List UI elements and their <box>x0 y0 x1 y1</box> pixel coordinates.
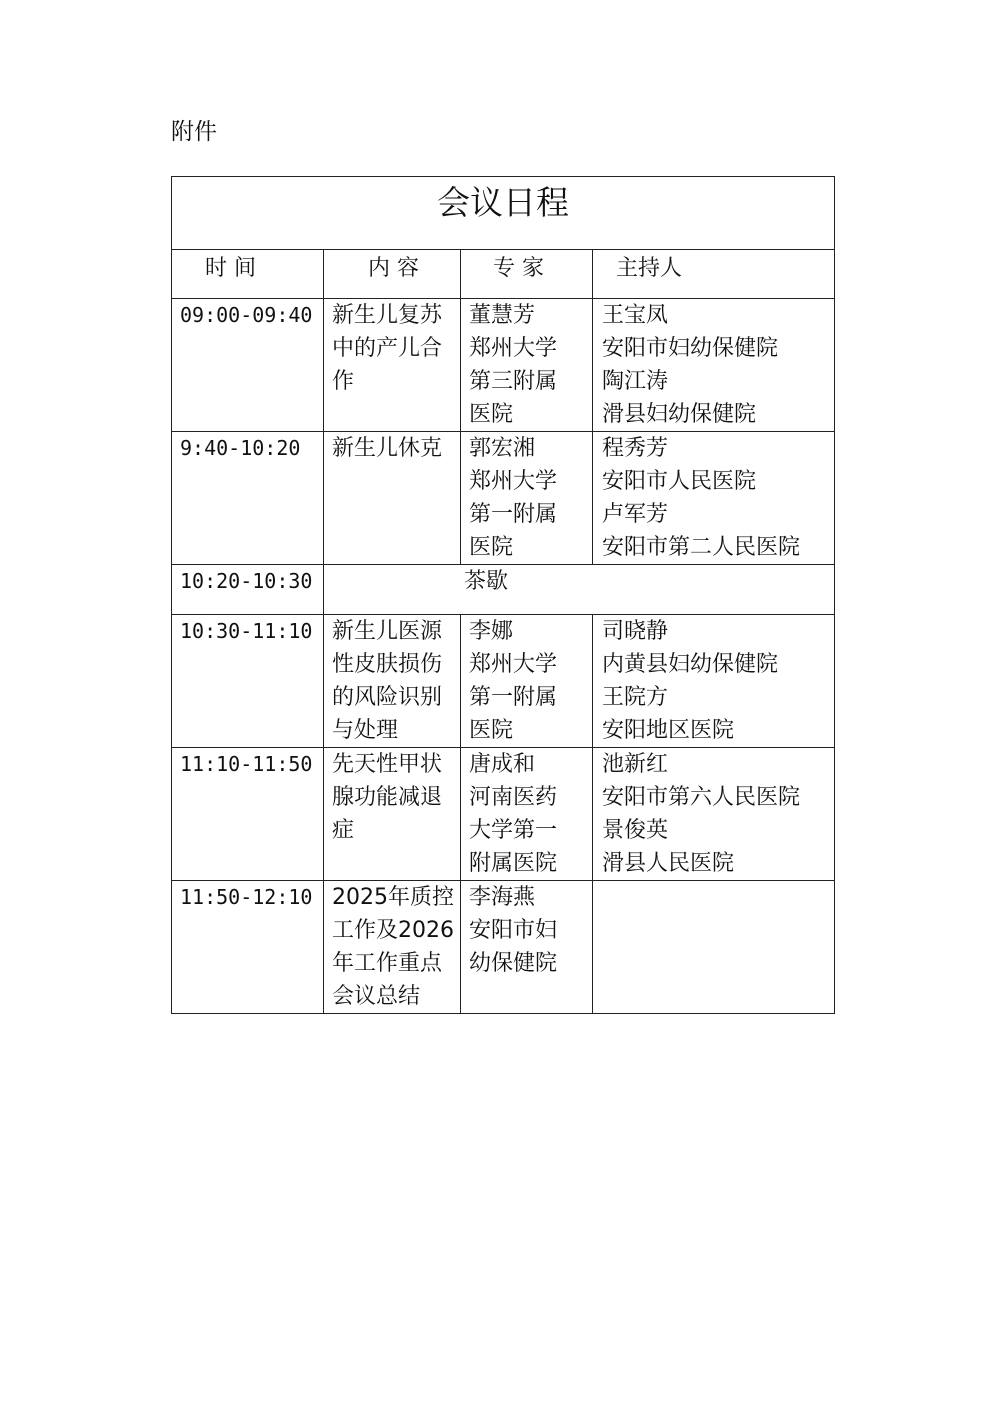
schedule-row <box>172 748 835 881</box>
host-cell-line: 程秀芳 <box>602 436 669 461</box>
content-cell <box>324 881 461 1014</box>
host-cell-line: 卢军芳 <box>602 502 669 527</box>
expert-cell-line: 第三附属 <box>469 369 558 394</box>
time-cell: 10:30-11:10 <box>172 615 324 748</box>
host-cell-line: 安阳市第六人民医院 <box>602 785 801 810</box>
header-row <box>172 250 835 299</box>
expert-cell-line: 唐成和 <box>469 752 536 777</box>
expert-cell <box>461 748 593 881</box>
content-cell <box>324 615 461 748</box>
host-cell-line: 王宝凤 <box>602 303 669 328</box>
expert-cell-line: 董慧芳 <box>469 303 536 328</box>
content-cell-line: 性皮肤损伤 <box>332 652 443 677</box>
expert-cell-line: 郑州大学 <box>469 469 558 494</box>
expert-cell <box>461 615 593 748</box>
host-cell <box>593 432 835 565</box>
schedule-row <box>172 881 835 1014</box>
expert-cell <box>461 881 593 1014</box>
expert-cell-line: 大学第一 <box>469 818 558 843</box>
content-cell-line: 先天性甲状 <box>332 752 443 777</box>
content-cell <box>324 748 461 881</box>
schedule-title: 会议日程 <box>437 183 569 222</box>
content-cell-line: 会议总结 <box>332 984 421 1009</box>
expert-cell-line: 河南医药 <box>469 785 558 810</box>
host-cell-line: 内黄县妇幼保健院 <box>602 652 779 677</box>
break-row <box>172 565 835 615</box>
expert-cell-line: 第一附属 <box>469 685 558 710</box>
host-cell-line: 王院方 <box>602 685 669 710</box>
content-cell <box>324 432 461 565</box>
host-cell-line: 景俊英 <box>602 818 669 843</box>
expert-cell-line: 李海燕 <box>469 885 536 910</box>
host-cell-line: 滑县人民医院 <box>602 851 735 876</box>
schedule-row <box>172 299 835 432</box>
host-cell-line: 陶江涛 <box>602 369 669 394</box>
header-content: 内 容 <box>324 250 461 299</box>
schedule-row <box>172 615 835 748</box>
content-cell <box>324 299 461 432</box>
header-host: 主持人 <box>593 250 835 299</box>
expert-cell <box>461 432 593 565</box>
content-cell-line: 年工作重点 <box>332 951 443 976</box>
expert-cell-line: 第一附属 <box>469 502 558 527</box>
host-cell-line: 池新红 <box>602 752 669 777</box>
content-cell-line: 新生儿复苏 <box>332 303 443 328</box>
schedule-rows <box>172 299 835 1014</box>
content-cell-line: 与处理 <box>332 718 399 743</box>
time-cell: 10:20-10:30 <box>172 565 324 615</box>
content-cell-line: 2025年质控 <box>332 885 454 910</box>
content-cell-line: 新生儿休克 <box>332 436 443 461</box>
expert-cell-line: 郭宏湘 <box>469 436 536 461</box>
schedule-title-cell <box>172 177 835 250</box>
expert-cell-line: 安阳市妇 <box>469 918 558 943</box>
time-cell: 9:40-10:20 <box>172 432 324 565</box>
attachment-label: 附件 <box>171 119 217 145</box>
schedule-table <box>171 176 835 1014</box>
content-cell-line: 中的产儿合 <box>332 336 443 361</box>
header-time: 时 间 <box>172 250 324 299</box>
expert-cell-line: 郑州大学 <box>469 652 558 677</box>
host-cell <box>593 615 835 748</box>
expert-cell-line: 附属医院 <box>469 851 558 876</box>
content-cell-line: 作 <box>332 369 355 394</box>
host-cell-line: 司晓静 <box>602 619 669 644</box>
host-cell-line: 滑县妇幼保健院 <box>602 402 757 427</box>
host-cell-line: 安阳市妇幼保健院 <box>602 336 779 361</box>
expert-cell <box>461 299 593 432</box>
time-cell: 09:00-09:40 <box>172 299 324 432</box>
time-cell: 11:10-11:50 <box>172 748 324 881</box>
expert-cell-line: 医院 <box>469 535 514 560</box>
content-cell-line: 工作及2026 <box>332 918 454 943</box>
content-cell-line: 的风险识别 <box>332 685 443 710</box>
expert-cell-line: 幼保健院 <box>469 951 558 976</box>
content-cell-line: 腺功能减退 <box>332 785 443 810</box>
content-cell-line: 症 <box>332 818 355 843</box>
expert-cell-line: 医院 <box>469 402 514 427</box>
host-cell <box>593 881 835 1014</box>
expert-cell-line: 郑州大学 <box>469 336 558 361</box>
host-cell-line: 安阳市人民医院 <box>602 469 757 494</box>
host-cell-line: 安阳地区医院 <box>602 718 735 743</box>
time-cell: 11:50-12:10 <box>172 881 324 1014</box>
expert-cell-line: 医院 <box>469 718 514 743</box>
schedule-row <box>172 432 835 565</box>
host-cell <box>593 299 835 432</box>
expert-cell-line: 李娜 <box>469 619 514 644</box>
host-cell-line: 安阳市第二人民医院 <box>602 535 801 560</box>
header-expert: 专 家 <box>461 250 593 299</box>
host-cell <box>593 748 835 881</box>
content-cell-line: 新生儿医源 <box>332 619 443 644</box>
tea-break-label: 茶歇 <box>324 565 835 615</box>
